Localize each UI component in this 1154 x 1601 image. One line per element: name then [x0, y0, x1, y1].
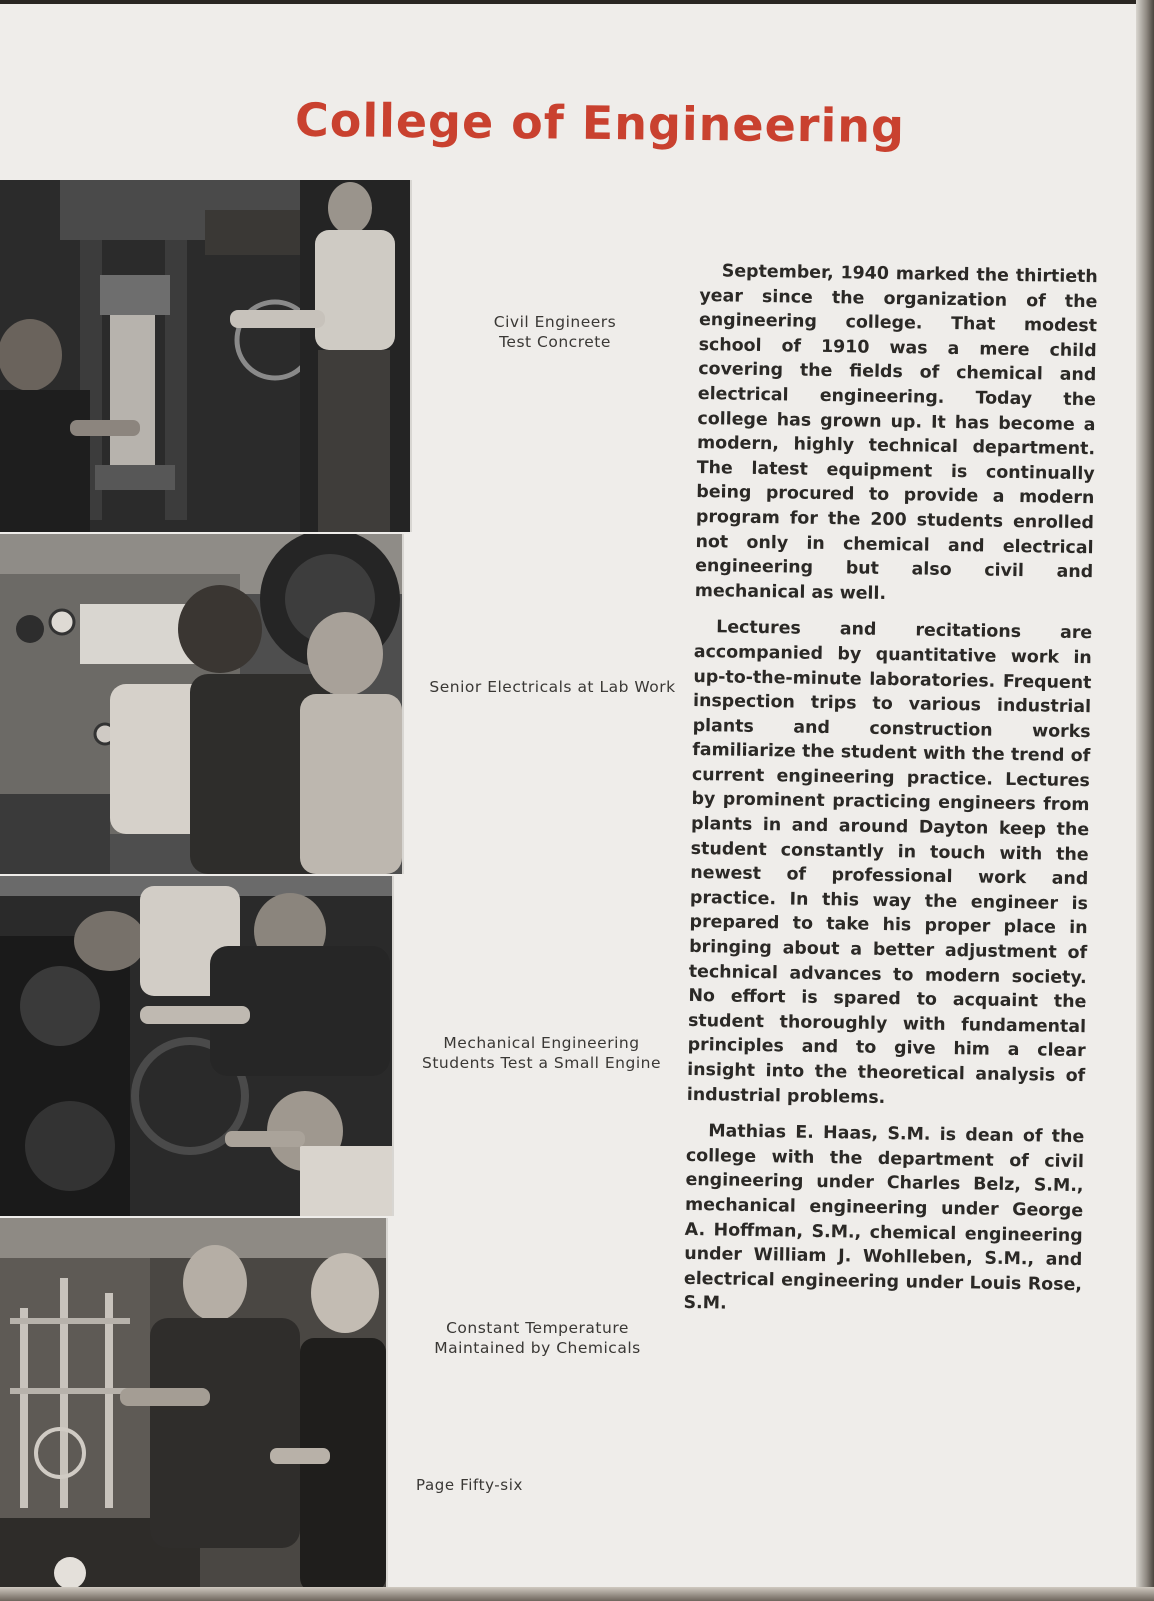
page-title: College of Engineering — [294, 92, 906, 154]
yearbook-page — [0, 4, 1140, 1589]
caption-senior-electricals — [425, 677, 680, 697]
caption-line: Test Concrete — [499, 333, 611, 351]
photo-senior-electricals — [0, 534, 404, 874]
caption-line: Mechanical Engineering — [443, 1034, 640, 1052]
paragraph: Lectures and recitations are accompanied by quantitative work in up-to-the-minute laboratories. Frequent inspection trips to various industrial plants and construction works familiarize the student with the trend of current engineering practice. Lectures by prominent practicing engineers from plants in and around Dayton keep the student constantly in touch with the newest of professional work and practice. In this way the engineer is prepared to take his proper place in bringing about a better adjustment of technical advances to modern society. No effort is spared to acquaint the student thoroughly with fundamental principles and to give him a clear insight into the theoretical analysis of industrial problems. — [686, 617, 1093, 1108]
caption-line: Constant Temperature — [446, 1319, 629, 1337]
article-body — [683, 259, 1098, 1334]
page-number: Page Fifty-six — [416, 1476, 523, 1494]
page-edge-bottom — [0, 1587, 1154, 1601]
page-edge — [1136, 0, 1154, 1601]
paragraph: Mathias E. Haas, S.M. is dean of the college with the department of civil engineering under Charles Belz, S.M., mechanical engineering under George A. Hoffman, S.M., chemical engineering under William J. Wohlleben, S.M., and electrical engineering under Louis Rose, S.M. — [683, 1121, 1085, 1314]
caption-line: Senior Electricals at Lab Work — [429, 678, 676, 696]
photo-civil-engineers — [0, 180, 412, 532]
photo-constant-temperature — [0, 1218, 388, 1592]
caption-mechanical-engineering — [414, 1033, 669, 1073]
caption-line: Maintained by Chemicals — [434, 1339, 641, 1357]
caption-constant-temperature — [430, 1318, 645, 1358]
photo-mechanical-engineering — [0, 876, 394, 1216]
caption-civil-engineers — [470, 312, 640, 352]
caption-line: Civil Engineers — [493, 313, 617, 331]
caption-line: Students Test a Small Engine — [422, 1054, 661, 1072]
paragraph: September, 1940 marked the thirtieth year since the organization of the engineering college. That modest school of 1910 was a mere child covering the fields of chemical and electrical engineering. Today the college has grown up. It has become a modern, highly technical department. The latest equipment is continually being procured to provide a modern program for the 200 students enrolled not only in chemical and electrical engineering but also civil and mechanical as well. — [694, 261, 1098, 604]
